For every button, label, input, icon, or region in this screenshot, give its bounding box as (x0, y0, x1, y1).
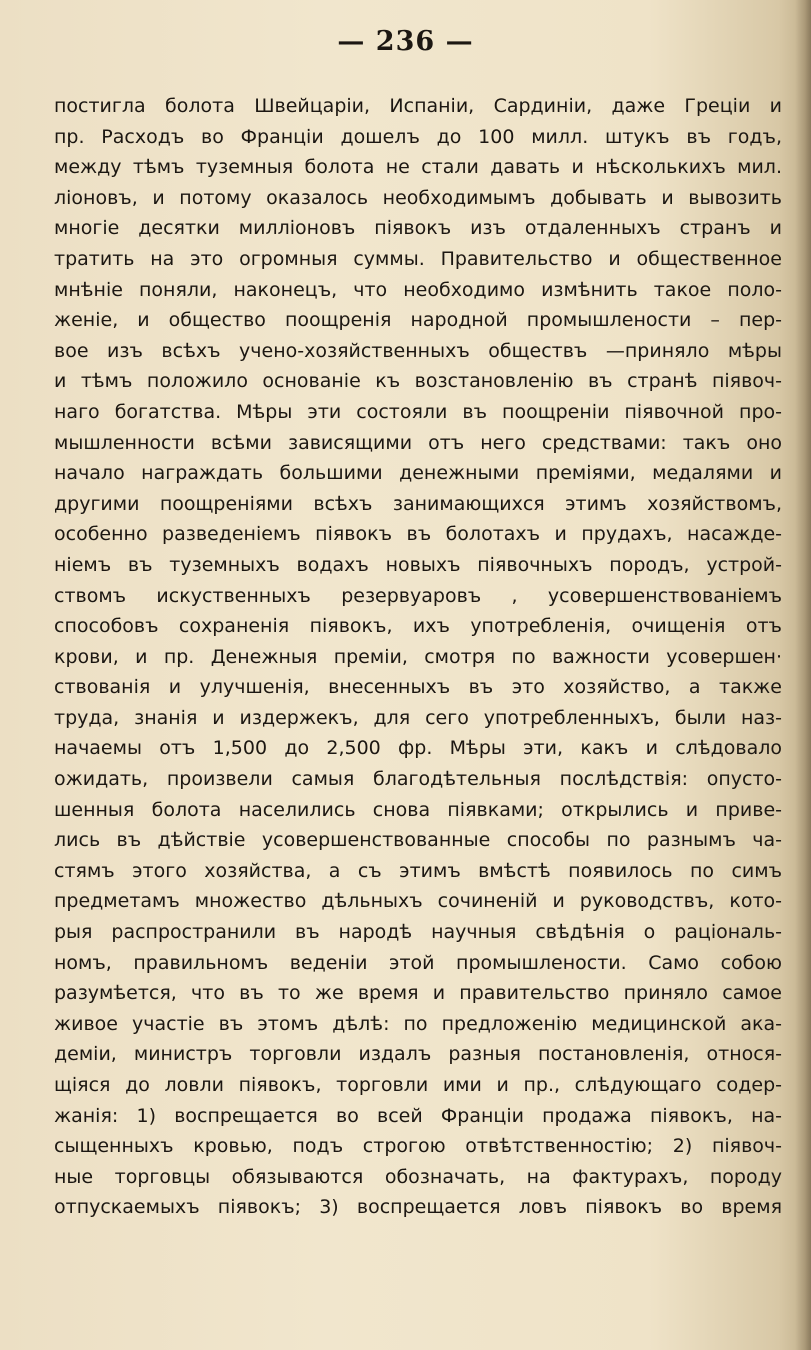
text-line: жанія: 1) воспрещается во всей Франціи продажа піявокъ, на- (54, 1104, 782, 1127)
page-number: — 236 — (337, 26, 474, 57)
text-line: предметамъ множество дѣльныхъ сочиненій и руководствъ, кото- (54, 890, 782, 913)
text-line: мнѣніе поняли, наконецъ, что необходимо измѣнить такое поло- (54, 278, 782, 301)
text-line: труда, знанія и издержекъ, для сего употребленныхъ, были наз- (54, 706, 782, 729)
text-line: между тѣмъ туземныя болота не стали давать и нѣсколькихъ мил. (54, 156, 782, 179)
text-line: ожидать, произвели самыя благодѣтельныя послѣдствія: опусто- (54, 768, 782, 791)
text-line: наго богатства. Мѣры эти состояли въ поощреніи піявочной про- (54, 400, 782, 423)
text-line: щіяся до ловли піявокъ, торговли ими и пр., слѣдующаго содер- (54, 1074, 782, 1096)
text-line: живое участіе въ этомъ дѣлѣ: по предложенію медицинской ака- (54, 1012, 782, 1035)
text-line: ствованія и улучшенія, внесенныхъ въ это хозяйство, а также (54, 676, 782, 699)
text-line: рыя распространили въ народѣ научныя свѣдѣнія о раціональ- (54, 921, 782, 944)
text-line: отпускаемыхъ піявокъ; 3) воспрещается ловъ піявокъ во время (54, 1196, 782, 1219)
text-line: стямъ этого хозяйства, а съ этимъ вмѣстѣ появилось по симъ (54, 859, 782, 882)
text-line: многіе десятки милліоновъ піявокъ изъ отдаленныхъ странъ и (54, 217, 782, 240)
text-line: начало награждать большими денежными преміями, медалями и (54, 462, 782, 485)
text-line: сыщенныхъ кровью, подъ строгою отвѣтственностію; 2) піявоч- (54, 1135, 782, 1158)
text-line: пр. Расходъ во Франціи дошелъ до 100 милл. штукъ въ годъ, (54, 125, 782, 148)
text-line: разумѣется, что въ то же время и правительство приняло самое (54, 982, 782, 1005)
text-line: ствомъ искуственныхъ резервуаровъ , усовершенствованіемъ (54, 584, 782, 607)
text-line: ніемъ въ туземныхъ водахъ новыхъ піявочныхъ породъ, устрой- (54, 553, 782, 576)
text-line: ные торговцы обязываются обозначать, на фактурахъ, породу (54, 1165, 782, 1188)
text-line: начаемы отъ 1,500 до 2,500 фр. Мѣры эти, какъ и слѣдовало (54, 737, 782, 760)
text-line: ліоновъ, и потому оказалось необходимымъ добывать и вывозить (54, 186, 782, 209)
text-line: женіе, и общество поощренія народной промышлености – пер- (54, 309, 782, 332)
text-line: и тѣмъ положило основаніе къ возстановленію въ странѣ піявоч- (54, 370, 782, 393)
text-line: тратить на это огромныя суммы. Правительство и общественное (54, 247, 782, 270)
text-line: номъ, правильномъ веденіи этой промышлености. Само собою (54, 951, 782, 974)
page-edge-shadow (795, 0, 811, 1350)
text-line: другими поощреніями всѣхъ занимающихся этимъ хозяйствомъ, (54, 492, 782, 515)
text-line: вое изъ всѣхъ учено-хозяйственныхъ обществъ —приняло мѣры (54, 339, 782, 362)
body-text (54, 91, 782, 1223)
text-line: постигла болота Швейцаріи, Испаніи, Сардиніи, даже Греціи и (54, 95, 782, 117)
text-line: крови, и пр. Денежныя преміи, смотря по важности усовершен· (54, 645, 782, 668)
text-line: особенно разведеніемъ піявокъ въ болотахъ и прудахъ, насажде- (54, 523, 782, 546)
text-line: лись въ дѣйствіе усовершенствованные способы по разнымъ ча- (54, 829, 782, 852)
text-line: мышленности всѣми зависящими отъ него средствами: такъ оно (54, 431, 782, 454)
text-line: шенныя болота населились снова піявками; открылись и приве- (54, 798, 782, 821)
text-line: деміи, министръ торговли издалъ разныя постановленія, относя- (54, 1043, 782, 1066)
text-line: способовъ сохраненія піявокъ, ихъ употребленія, очищенія отъ (54, 615, 782, 638)
